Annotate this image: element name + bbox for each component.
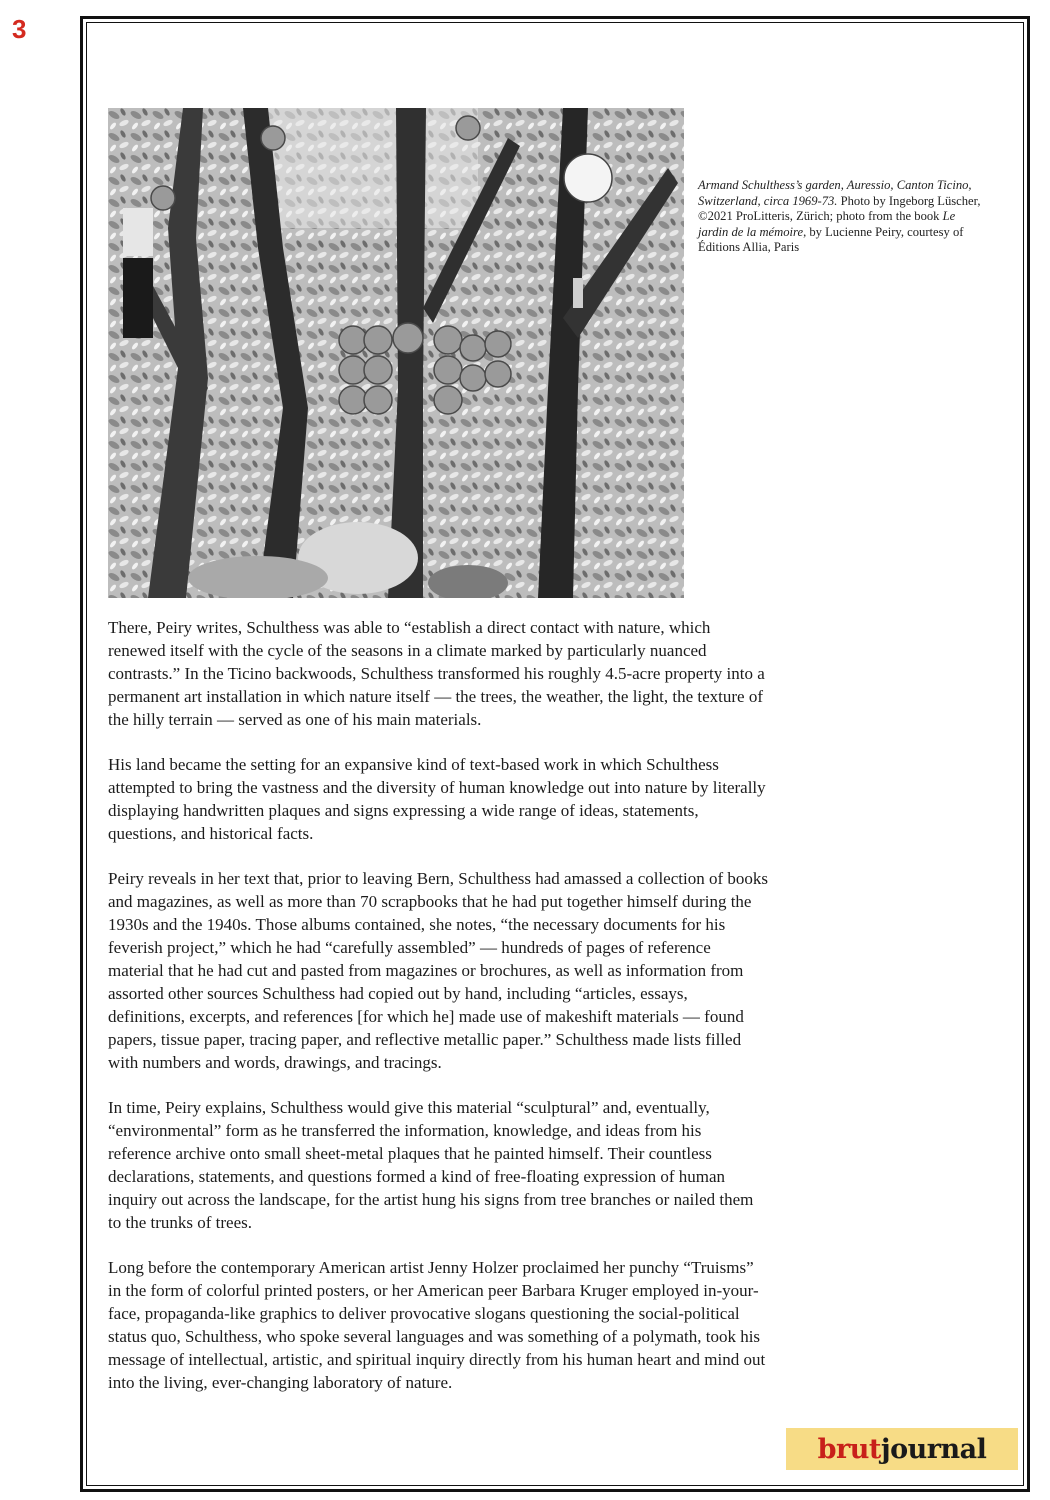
article-paragraph: His land became the setting for an expansive kind of text-based work in which Schulthess attempted to bring the vastness and the diversity of human knowledge out into nature by literally displaying handwritten plaques and signs expressing a wide range of ideas, statements, questions, and historical facts. (108, 755, 766, 843)
article-paragraph: Long before the contemporary American artist Jenny Holzer proclaimed her punchy “Truisms” in the form of colorful printed posters, or her American peer Barbara Kruger employed in-your-face, propaganda-like graphics to deliver provocative slogans questioning the social-political status quo, Schulthess, who spoke several languages and was something of a polymath, took his message of intellectual, artistic, and spiritual inquiry directly from his human heart and mind out into the living, ever-changing laboratory of nature. (108, 1258, 766, 1392)
article-paragraph: Peiry reveals in her text that, prior to leaving Bern, Schulthess had amassed a collection of books and magazines, as well as more than 70 scrapbooks that he had put together himself during the 1930s and the 1940s. Those albums contained, she notes, “the necessary documents for his feverish project,” which he had “carefully assembled” — hundreds of pages of reference material that he had cut and pasted from magazines or brochures, as well as information from assorted other sources Schulthess had copied out by hand, including “articles, essays, definitions, excerpts, and references [for which he] made use of makeshift materials — found papers, tissue paper, tracing paper, and reflective metallic paper.” Schulthess made lists filled with numbers and words, drawings, and tracings. (108, 869, 768, 1072)
logo-brut: brut (817, 1433, 881, 1465)
page-number: 3 (12, 14, 27, 44)
caption-italic: Armand Schulthess’s garden, Auressio, Canton Ticino, Switzerland, circa 1969-73. (698, 178, 972, 208)
caption-book-title: Le jardin de la mémoire (698, 209, 956, 239)
article-body (108, 616, 768, 1416)
article-paragraph: In time, Peiry explains, Schulthess would give this material “sculptural” and, eventually, “environmental” form as he transferred the information, knowledge, and ideas from his reference archive onto small sheet-metal plaques that he painted himself. Their countless declarations, statements, and questions formed a kind of free-floating expression of human inquiry out across the landscape, for the artist hung his signs from tree branches or nailed them to the trunks of trees. (108, 1098, 754, 1232)
article-paragraph: There, Peiry writes, Schulthess was able to “establish a direct contact with nature, which renewed itself with the cycle of the seasons in a climate marked by particularly nuanced contrasts.” In the Ticino backwoods, Schulthess transformed his roughly 4.5-acre property into a permanent art installation in which nature itself — the trees, the weather, the light, the texture of the hilly terrain — served as one of his main materials. (108, 618, 765, 729)
photo-caption (698, 178, 988, 256)
caption-credit-tail: , by Lucienne Peiry, courtesy of Éditions Allia, Paris (698, 224, 964, 255)
brutjournal-logo (786, 1428, 1018, 1470)
garden-photo (108, 108, 684, 598)
logo-journal: journal (880, 1433, 987, 1465)
caption-credit: Photo by Ingeborg Lüscher, ©2021 ProLitteris, Zürich; photo from the book (698, 193, 981, 224)
